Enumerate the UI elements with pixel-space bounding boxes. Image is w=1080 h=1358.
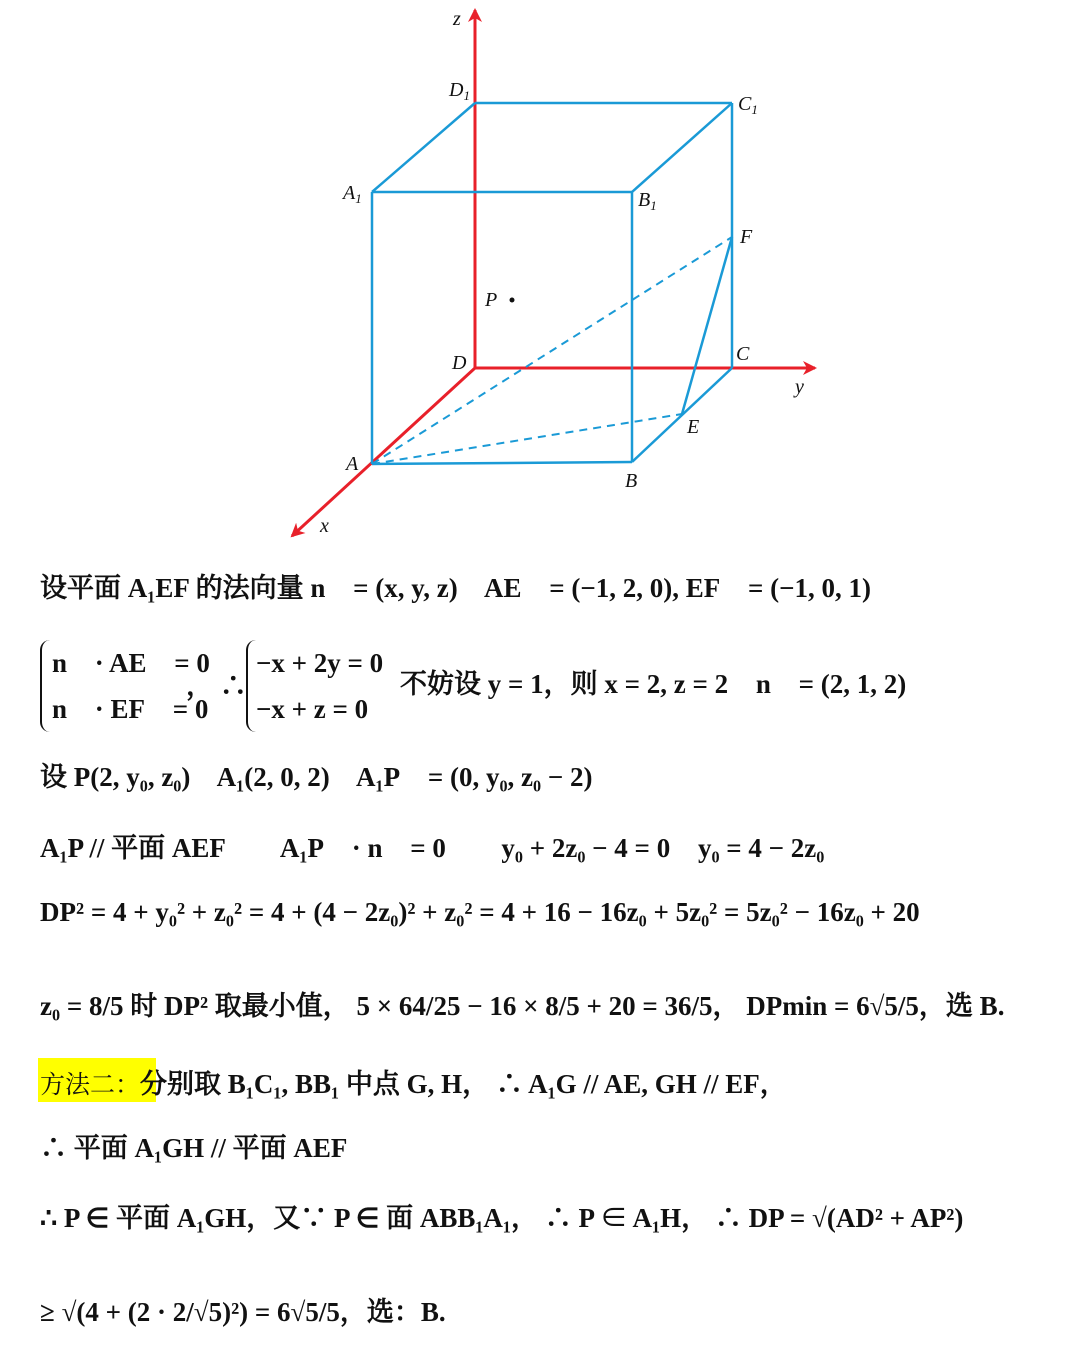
cube-edges <box>372 103 732 464</box>
label-z: z <box>453 8 461 30</box>
label-f: F <box>740 226 753 248</box>
line-plane-parallel: ∴ 平面 A₁GH // 平面 AEF <box>40 1133 348 1163</box>
label-b: B <box>625 470 638 492</box>
label-y: y <box>795 376 804 398</box>
system-dot-products: n⃗ · AE⃗ = 0 n⃗ · EF⃗ = 0 <box>40 640 210 732</box>
dashed-edges <box>372 237 732 464</box>
label-c1: $C_1$ <box>738 93 758 117</box>
line-p-in-plane: ∴ P ∈ 平面 A₁GH，又∵ P ∈ 面 ABB₁A₁， ∴ P ∈ A₁H， ∴ DP = √(AD² + AP²) <box>40 1203 964 1233</box>
line-point-p: 设 P(2, y₀, z₀)， A₁(2, 0, 2)， A₁P⃗ = (0, y₀, z₀ − 2) <box>40 762 593 792</box>
label-a1: $A_1$ <box>343 182 362 206</box>
line-method-two: 方法二：分别取 B₁C₁, BB₁ 中点 G, H， ∴ A₁G // AE, GH // EF， <box>40 1069 787 1099</box>
line-final-answer: ≥ √(4 + (2 · 2/√5)²) = 6√5/5，选：B. <box>40 1297 446 1327</box>
label-d: D <box>452 352 467 374</box>
label-c: C <box>736 343 750 365</box>
line-solution-n: 不妨设 y = 1，则 x = 2, z = 2， n⃗ = (2, 1, 2) <box>400 669 907 699</box>
therefore-sign: ， ∴ <box>186 671 247 701</box>
label-x: x <box>320 515 329 537</box>
label-d1: $D_1$ <box>449 79 470 103</box>
point-p <box>510 298 515 303</box>
label-e: E <box>687 416 700 438</box>
line-normal-vector: 设平面 A₁EF 的法向量 n⃗ = (x, y, z)， AE⃗ = (−1, 2, 0), EF⃗ = (−1, 0, 1) <box>40 573 872 603</box>
label-a: A <box>346 453 359 475</box>
system-equations: −x + 2y = 0 −x + z = 0 <box>246 640 383 732</box>
line-parallel-condition: A₁P // 平面 AEF， ∴ A₁P⃗ · n⃗ = 0， ∴ y₀ + 2z₀ − 4 = 0， y₀ = 4 − 2z₀ <box>40 833 825 863</box>
method-two-label: 方法二： <box>40 1070 141 1099</box>
label-b1: $B_1$ <box>638 189 657 213</box>
line-dp-squared: DP² = 4 + y₀² + z₀² = 4 + (4 − 2z₀)² + z₀² = 4 + 16 − 16z₀ + 5z₀² = 5z₀² − 16z₀ + 20 <box>40 897 920 927</box>
label-p: P <box>485 289 498 311</box>
cube-figure <box>0 0 1080 560</box>
line-minimum: z₀ = 8/5 时 DP² 取最小值， 5 × 64/25 − 16 × 8/5 + 20 = 36/5， DPmin = 6√5/5，选 B. <box>40 991 1005 1021</box>
